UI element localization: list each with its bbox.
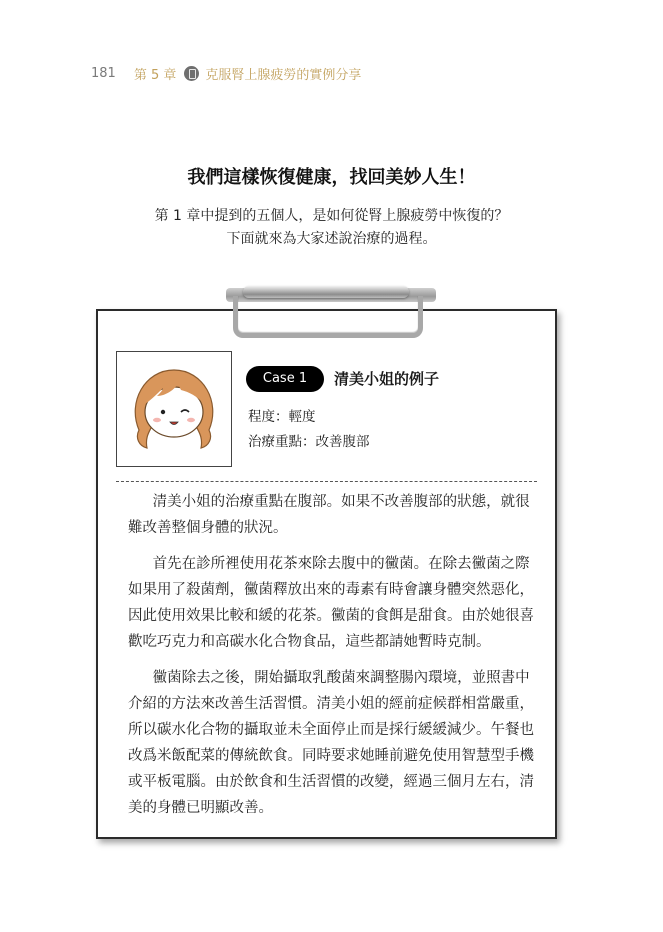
case-body: [128, 489, 538, 831]
paragraph: 首先在診所裡使用花茶來除去腹中的黴菌。在除去黴菌之際如果用了殺菌劑，黴菌釋放出來的毒素有時會讓身體突然惡化，因此使用效果比較和緩的花茶。黴菌的食餌是甜食。由於她很喜歡吃巧克力和高碳水化合物食品，這些都請她暫時克制。: [128, 556, 534, 650]
paragraph: 黴菌除去之後，開始攝取乳酸菌來調整腸內環境，並照書中介紹的方法來改善生活習慣。清美小姐的經前症候群相當嚴重，所以碳水化合物的攝取並未全面停止而是採行緩緩減少。午餐也改爲米飯配菜的傳統飲食。同時要求她睡前避免使用智慧型手機或平板電腦。由於飲食和生活習慣的改變，經過三個月左右，清美的身體已明顯改善。: [128, 670, 534, 816]
treatment-focus-text: 治療重點：改善腹部: [248, 434, 370, 450]
case-meta: [248, 405, 370, 455]
portrait-frame: [116, 351, 232, 467]
binder-clip-wire: [233, 296, 423, 338]
intro-text: [0, 205, 663, 251]
page-headline: 我們這樣恢復健康，找回美妙人生！: [187, 167, 476, 188]
case-title: 清美小姐的例子: [334, 370, 440, 388]
page-number: 181: [91, 66, 116, 81]
girl-illustration-icon: [117, 352, 231, 466]
case-badge: Case 1: [246, 366, 324, 392]
document-icon: [184, 66, 199, 81]
case-card: [96, 309, 557, 839]
chapter-title: 克服腎上腺疲勞的實例分享: [205, 68, 362, 83]
intro-line-1: 第 1 章中提到的五個人，是如何從腎上腺疲勞中恢復的？: [154, 208, 509, 224]
intro-line-2: 下面就來為大家述說治療的過程。: [226, 231, 437, 247]
chapter-label: 第 5 章: [133, 68, 177, 83]
severity-text: 程度：輕度: [248, 409, 316, 425]
paragraph: 清美小姐的治療重點在腹部。如果不改善腹部的狀態，就很難改善整個身體的狀況。: [128, 494, 530, 536]
running-head: [91, 64, 361, 83]
dashed-divider: [116, 481, 537, 482]
